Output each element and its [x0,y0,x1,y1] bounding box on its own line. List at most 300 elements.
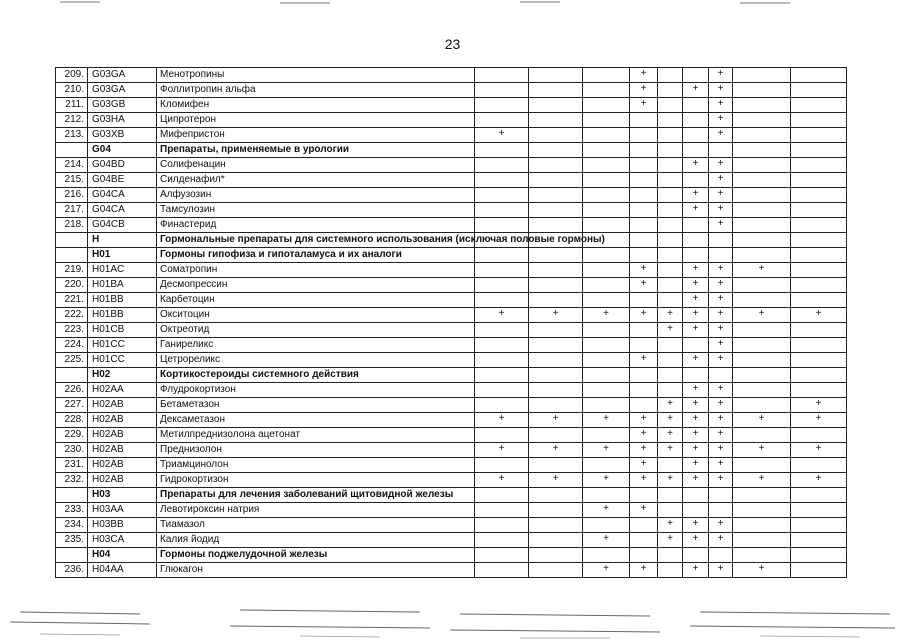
mark-cell [529,293,583,308]
mark-cell [630,518,658,533]
drug-name: Гидрокортизон [157,473,475,488]
mark-cell [733,398,791,413]
mark-cell [658,68,683,83]
mark-cell: + [630,278,658,293]
table-row [56,203,847,218]
mark-cell [658,248,683,263]
mark-cell [791,218,847,233]
atc-code: H01CC [88,353,157,368]
row-number: 211. [56,98,88,113]
mark-cell [475,488,529,503]
group-title: Гормоны поджелудочной железы [157,548,475,563]
mark-cell [529,353,583,368]
mark-cell [791,533,847,548]
row-number: 223. [56,323,88,338]
atc-code: H01BA [88,278,157,293]
mark-cell [475,293,529,308]
mark-cell: + [709,113,733,128]
mark-cell [658,98,683,113]
mark-cell [733,158,791,173]
drug-name: Левотироксин натрия [157,503,475,518]
table-row [56,68,847,83]
drug-name: Калия йодид [157,533,475,548]
mark-cell [791,173,847,188]
mark-cell: + [709,458,733,473]
mark-cell [529,428,583,443]
table-row [56,353,847,368]
mark-cell: + [709,563,733,578]
mark-cell: + [630,263,658,278]
mark-cell [733,83,791,98]
mark-cell [658,233,683,248]
mark-cell [475,173,529,188]
mark-cell [658,368,683,383]
atc-code: H02AB [88,398,157,413]
table-row [56,503,847,518]
atc-code: H03CA [88,533,157,548]
mark-cell [683,548,709,563]
group-row [56,548,847,563]
mark-cell [583,428,630,443]
mark-cell [583,368,630,383]
mark-cell: + [709,203,733,218]
mark-cell [529,398,583,413]
group-title: Препараты, применяемые в урологии [157,143,475,158]
mark-cell [683,143,709,158]
mark-cell: + [583,308,630,323]
row-number [56,248,88,263]
mark-cell [733,203,791,218]
mark-cell [733,128,791,143]
mark-cell [529,338,583,353]
mark-cell [529,263,583,278]
mark-cell [529,203,583,218]
mark-cell [791,383,847,398]
mark-cell [583,323,630,338]
mark-cell: + [709,83,733,98]
atc-code: H01BB [88,308,157,323]
mark-cell [733,338,791,353]
mark-cell [733,368,791,383]
mark-cell: + [683,188,709,203]
drug-name: Преднизолон [157,443,475,458]
mark-cell [791,263,847,278]
mark-cell: + [733,263,791,278]
mark-cell [733,293,791,308]
mark-cell [475,353,529,368]
mark-cell: + [683,203,709,218]
mark-cell [791,233,847,248]
atc-code: H04 [88,548,157,563]
atc-code: G04CA [88,203,157,218]
mark-cell [658,203,683,218]
mark-cell [630,368,658,383]
mark-cell: + [630,443,658,458]
table-row [56,533,847,548]
mark-cell: + [709,128,733,143]
mark-cell: + [683,428,709,443]
mark-cell: + [529,308,583,323]
mark-cell [683,113,709,128]
mark-cell [709,143,733,158]
mark-cell [475,533,529,548]
mark-cell [529,143,583,158]
table-row [56,338,847,353]
mark-cell [583,278,630,293]
mark-cell: + [709,278,733,293]
mark-cell: + [733,473,791,488]
mark-cell [529,323,583,338]
mark-cell: + [529,413,583,428]
table-row [56,113,847,128]
mark-cell [709,548,733,563]
mark-cell [709,233,733,248]
mark-cell: + [630,353,658,368]
mark-cell [658,158,683,173]
mark-cell [475,563,529,578]
drug-name: Кломифен [157,98,475,113]
mark-cell [791,278,847,293]
mark-cell: + [791,398,847,413]
mark-cell [529,98,583,113]
page-number: 23 [444,36,461,52]
mark-cell: + [658,473,683,488]
row-number: 236. [56,563,88,578]
group-title: Гормоны гипофиза и гипоталамуса и их аналоги [157,248,475,263]
mark-cell: + [683,293,709,308]
mark-cell [733,503,791,518]
mark-cell: + [683,308,709,323]
mark-cell: + [709,443,733,458]
mark-cell [630,128,658,143]
mark-cell [583,158,630,173]
mark-cell: + [683,158,709,173]
mark-cell [733,248,791,263]
row-number [56,548,88,563]
row-number: 209. [56,68,88,83]
table-row [56,308,847,323]
mark-cell [583,488,630,503]
mark-cell [791,548,847,563]
group-title: Гормональные препараты для системного использования (исключая половые гормоны) [157,233,475,248]
mark-cell: + [475,128,529,143]
drug-name: Глюкагон [157,563,475,578]
mark-cell [475,548,529,563]
mark-cell [630,173,658,188]
mark-cell: + [583,533,630,548]
table-row [56,323,847,338]
mark-cell: + [583,563,630,578]
mark-cell: + [791,473,847,488]
mark-cell: + [529,473,583,488]
mark-cell [791,488,847,503]
row-number: 210. [56,83,88,98]
atc-code: H01BB [88,293,157,308]
mark-cell [475,503,529,518]
mark-cell [791,188,847,203]
mark-cell: + [630,98,658,113]
row-number: 216. [56,188,88,203]
drug-name: Ципротерон [157,113,475,128]
mark-cell [529,383,583,398]
mark-cell: + [683,398,709,413]
atc-code: H02AB [88,428,157,443]
mark-cell [583,83,630,98]
mark-cell [630,398,658,413]
mark-cell [583,383,630,398]
mark-cell: + [630,68,658,83]
mark-cell [475,338,529,353]
mark-cell [683,218,709,233]
atc-code: G04 [88,143,157,158]
mark-cell [791,353,847,368]
drug-name: Окситоцин [157,308,475,323]
mark-cell [630,248,658,263]
mark-cell: + [583,413,630,428]
mark-cell [583,68,630,83]
mark-cell: + [583,473,630,488]
mark-cell: + [529,443,583,458]
mark-cell [791,98,847,113]
mark-cell [583,263,630,278]
mark-cell: + [733,443,791,458]
row-number: 220. [56,278,88,293]
mark-cell [583,518,630,533]
mark-cell [683,98,709,113]
group-title: Препараты для лечения заболеваний щитовидной железы [157,488,475,503]
mark-cell [658,458,683,473]
mark-cell [733,533,791,548]
mark-cell: + [658,428,683,443]
mark-cell [583,173,630,188]
mark-cell [733,188,791,203]
mark-cell [733,323,791,338]
mark-cell [733,143,791,158]
mark-cell: + [658,323,683,338]
row-number: 230. [56,443,88,458]
group-row [56,143,847,158]
mark-cell [791,458,847,473]
mark-cell: + [475,443,529,458]
mark-cell [658,338,683,353]
table-row [56,413,847,428]
row-number: 228. [56,413,88,428]
atc-code: H02AB [88,443,157,458]
mark-cell [658,293,683,308]
mark-cell [658,503,683,518]
mark-cell [529,68,583,83]
drug-name: Цетрореликс [157,353,475,368]
atc-code: H01 [88,248,157,263]
atc-code: H02AA [88,383,157,398]
mark-cell [529,128,583,143]
mark-cell [630,293,658,308]
mark-cell [529,218,583,233]
mark-cell [583,458,630,473]
table-row [56,278,847,293]
mark-cell [658,173,683,188]
mark-cell [630,218,658,233]
table-row [56,83,847,98]
mark-cell [630,548,658,563]
drug-name: Ганиреликс [157,338,475,353]
atc-code: H02AB [88,458,157,473]
mark-cell [529,248,583,263]
row-number: 233. [56,503,88,518]
mark-cell [583,188,630,203]
mark-cell: + [791,413,847,428]
mark-cell [791,113,847,128]
mark-cell [475,158,529,173]
group-title: Кортикостероиды системного действия [157,368,475,383]
mark-cell [630,113,658,128]
mark-cell [658,563,683,578]
mark-cell: + [658,398,683,413]
mark-cell: + [709,323,733,338]
mark-cell [583,143,630,158]
mark-cell [791,128,847,143]
atc-code: G04CB [88,218,157,233]
mark-cell [733,383,791,398]
group-row [56,233,847,248]
drug-name: Фоллитропин альфа [157,83,475,98]
mark-cell [529,548,583,563]
mark-cell: + [658,533,683,548]
mark-cell [630,383,658,398]
mark-cell [683,233,709,248]
drug-name: Октреотид [157,323,475,338]
row-number: 235. [56,533,88,548]
row-number: 219. [56,263,88,278]
mark-cell [630,488,658,503]
mark-cell: + [683,263,709,278]
mark-cell [630,533,658,548]
table-row [56,173,847,188]
atc-code: G03GB [88,98,157,113]
mark-cell: + [583,443,630,458]
mark-cell [709,248,733,263]
mark-cell: + [683,443,709,458]
mark-cell: + [683,383,709,398]
mark-cell: + [475,308,529,323]
drug-name: Карбетоцин [157,293,475,308]
mark-cell [475,323,529,338]
mark-cell [630,143,658,158]
mark-cell: + [658,413,683,428]
mark-cell: + [475,473,529,488]
mark-cell: + [709,293,733,308]
mark-cell [709,488,733,503]
row-number: 232. [56,473,88,488]
table-row [56,473,847,488]
row-number [56,488,88,503]
scan-artifact-top [0,0,905,10]
mark-cell [658,548,683,563]
mark-cell [475,518,529,533]
atc-code: H01AC [88,263,157,278]
mark-cell [733,98,791,113]
mark-cell: + [630,563,658,578]
mark-cell: + [475,413,529,428]
mark-cell [475,398,529,413]
mark-cell: + [683,563,709,578]
mark-cell [475,218,529,233]
mark-cell [709,503,733,518]
drug-name: Соматропин [157,263,475,278]
mark-cell [583,98,630,113]
mark-cell [583,548,630,563]
atc-code: H [88,233,157,248]
mark-cell [733,278,791,293]
mark-cell [529,488,583,503]
mark-cell: + [733,308,791,323]
mark-cell [791,203,847,218]
mark-cell: + [709,308,733,323]
mark-cell [658,188,683,203]
mark-cell: + [709,263,733,278]
row-number: 215. [56,173,88,188]
drug-name: Метилпреднизолона ацетонат [157,428,475,443]
mark-cell [583,113,630,128]
mark-cell [733,113,791,128]
mark-cell [475,458,529,473]
mark-cell [630,338,658,353]
row-number [56,143,88,158]
drug-name: Триамцинолон [157,458,475,473]
row-number: 231. [56,458,88,473]
mark-cell [529,563,583,578]
mark-cell [791,323,847,338]
mark-cell [791,563,847,578]
mark-cell [733,353,791,368]
table-row [56,128,847,143]
mark-cell [658,128,683,143]
mark-cell: + [709,98,733,113]
mark-cell: + [630,458,658,473]
mark-cell [791,83,847,98]
row-number [56,368,88,383]
scan-artifact-bottom [0,596,905,640]
mark-cell [630,158,658,173]
mark-cell [475,83,529,98]
drug-name: Флудрокортизон [157,383,475,398]
mark-cell [791,248,847,263]
mark-cell [791,293,847,308]
mark-cell [658,143,683,158]
atc-code: H03AA [88,503,157,518]
drug-name: Тамсулозин [157,203,475,218]
mark-cell [475,143,529,158]
atc-code: G04CA [88,188,157,203]
atc-code: G04BD [88,158,157,173]
drug-name: Менотропины [157,68,475,83]
mark-cell: + [709,158,733,173]
mark-cell [733,518,791,533]
mark-cell: + [683,518,709,533]
mark-cell [733,428,791,443]
mark-cell [791,428,847,443]
mark-cell: + [683,83,709,98]
table-row [56,293,847,308]
mark-cell [475,98,529,113]
mark-cell [733,488,791,503]
mark-cell [529,113,583,128]
mark-cell [475,68,529,83]
table-row [56,98,847,113]
mark-cell [583,128,630,143]
mark-cell [583,353,630,368]
mark-cell [791,338,847,353]
